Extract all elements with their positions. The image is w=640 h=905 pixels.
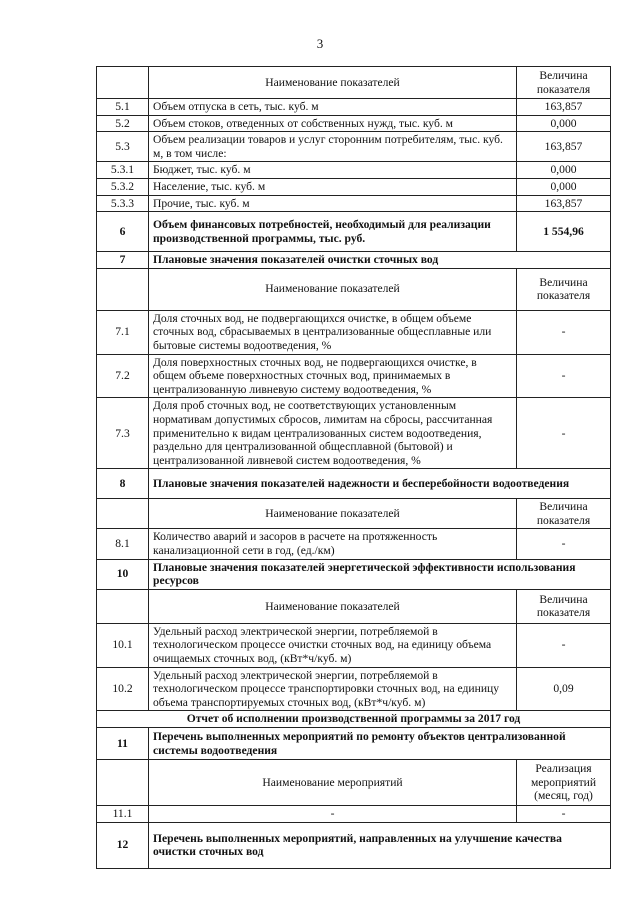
table-row [97,623,611,667]
table-row [97,806,611,823]
row-number: 5.3.2 [97,178,149,195]
table-row-financial-needs [97,212,611,252]
row-value: 0,000 [517,178,611,195]
section-title: Плановые значения показателей энергетической эффективности использования ресурсов [149,559,611,589]
table-row [97,195,611,212]
row-value: 163,857 [517,195,611,212]
row-value: - [517,354,611,398]
row-name: Объем финансовых потребностей, необходимый для реализации производственной программы, тыс. руб. [149,212,517,252]
row-number: 7.2 [97,354,149,398]
subheader-value-cell: Величина показателя [517,589,611,623]
row-value: 0,000 [517,115,611,132]
row-number: 10.1 [97,623,149,667]
table-subheader-row [97,268,611,310]
subheader-value-cell: Величина показателя [517,499,611,529]
section-row-12 [97,822,611,868]
table-row [97,99,611,116]
row-value: - [517,623,611,667]
section-number: 12 [97,822,149,868]
row-name: Объем стоков, отведенных от собственных нужд, тыс. куб. м [149,115,517,132]
indicators-table [96,66,611,869]
table-row [97,115,611,132]
subheader-value-cell: Реализация мероприятий (месяц, год) [517,760,611,806]
row-number: 5.1 [97,99,149,116]
table-header-row [97,67,611,99]
table-row [97,398,611,469]
row-number: 11.1 [97,806,149,823]
report-title-row [97,711,611,728]
subheader-num-cell [97,760,149,806]
row-name: Объем реализации товаров и услуг сторонним потребителям, тыс. куб. м, в том числе: [149,132,517,162]
row-name: Население, тыс. куб. м [149,178,517,195]
section-row-7 [97,252,611,269]
subheader-name-cell: Наименование показателей [149,499,517,529]
subheader-name-cell: Наименование мероприятий [149,760,517,806]
table-subheader-row [97,589,611,623]
section-number: 7 [97,252,149,269]
row-number: 8.1 [97,529,149,559]
section-number: 11 [97,728,149,760]
row-number: 5.3 [97,132,149,162]
row-name: Количество аварий и засоров в расчете на протяженность канализационной сети в год, (ед./км) [149,529,517,559]
header-num-cell [97,67,149,99]
row-name: Доля поверхностных сточных вод, не подвергающихся очистке, в общем объеме поверхностных сточных вод, принимаемых в централизованную ливневую систему водоотведения, % [149,354,517,398]
row-value: 0,09 [517,667,611,711]
subheader-name-cell: Наименование показателей [149,589,517,623]
section-number: 8 [97,469,149,499]
row-value: - [517,529,611,559]
subheader-num-cell [97,499,149,529]
section-title: Плановые значения показателей очистки сточных вод [149,252,611,269]
header-name-cell: Наименование показателей [149,67,517,99]
subheader-name-cell: Наименование показателей [149,268,517,310]
row-value: 163,857 [517,99,611,116]
row-name: Удельный расход электрической энергии, потребляемой в технологическом процессе очистки сточных вод, на единицу объема очищаемых сточных вод, (кВт*ч/куб. м) [149,623,517,667]
row-value: 0,000 [517,162,611,179]
row-name: Доля сточных вод, не подвергающихся очистке, в общем объеме сточных вод, сбрасываемых в централизованные общесплавные или бытовые системы водоотведения, % [149,310,517,354]
row-number: 5.3.3 [97,195,149,212]
table-row [97,529,611,559]
subheader-num-cell [97,268,149,310]
row-name: Удельный расход электрической энергии, потребляемой в технологическом процессе транспортировки сточных вод, на единицу объема транспортируемых сточных вод, (кВт*ч/куб. м) [149,667,517,711]
row-name: Объем отпуска в сеть, тыс. куб. м [149,99,517,116]
header-value-cell: Величина показателя [517,67,611,99]
section-row-8 [97,469,611,499]
table-row [97,667,611,711]
table-row [97,132,611,162]
row-value: - [517,310,611,354]
table-subheader-row [97,760,611,806]
row-number: 6 [97,212,149,252]
row-value: 163,857 [517,132,611,162]
row-value: 1 554,96 [517,212,611,252]
row-value: - [517,806,611,823]
section-title: Плановые значения показателей надежности и бесперебойности водоотведения [149,469,611,499]
table-row [97,178,611,195]
table-row [97,310,611,354]
section-row-11 [97,728,611,760]
row-number: 5.3.1 [97,162,149,179]
subheader-value-cell: Величина показателя [517,268,611,310]
section-row-10 [97,559,611,589]
row-number: 10.2 [97,667,149,711]
section-title: Перечень выполненных мероприятий по ремонту объектов централизованной системы водоотведения [149,728,611,760]
table-row [97,354,611,398]
row-number: 7.1 [97,310,149,354]
row-name: Бюджет, тыс. куб. м [149,162,517,179]
section-number: 10 [97,559,149,589]
row-name: Прочие, тыс. куб. м [149,195,517,212]
page-number: 3 [316,36,324,51]
row-value: - [517,398,611,469]
row-number: 5.2 [97,115,149,132]
row-name: - [149,806,517,823]
table-row [97,162,611,179]
table-subheader-row [97,499,611,529]
row-name: Доля проб сточных вод, не соответствующих установленным нормативам допустимых сбросов, лимитам на сбросы, рассчитанная применительно к видам централизованных систем водоотведения, раздельно для централизованной общесплавной (бытовой) и централизованной ливневой систем водоотведения, % [149,398,517,469]
section-title: Перечень выполненных мероприятий, направленных на улучшение качества очистки сточных вод [149,822,611,868]
row-number: 7.3 [97,398,149,469]
report-title: Отчет об исполнении производственной программы за 2017 год [97,711,611,728]
subheader-num-cell [97,589,149,623]
